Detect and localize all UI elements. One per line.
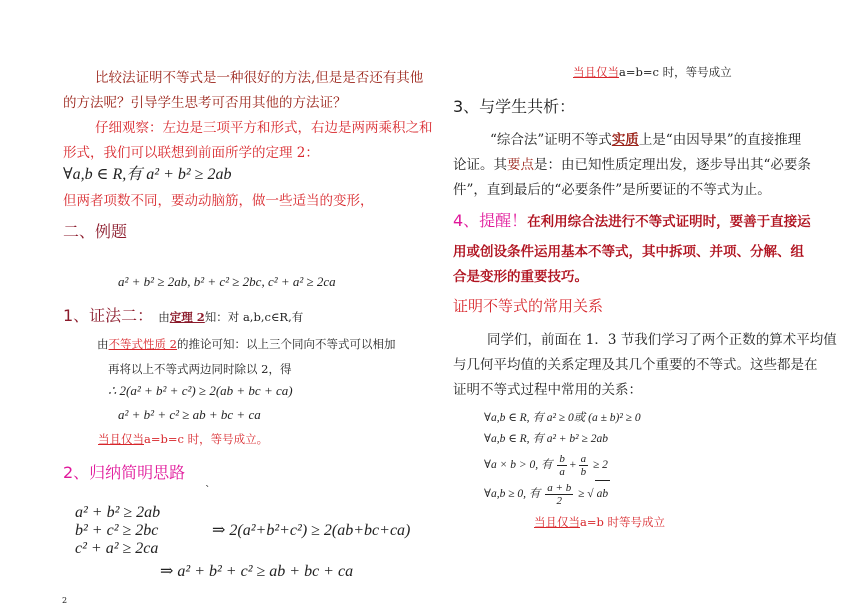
- system-line3: c² + a² ≥ 2ca: [75, 540, 159, 557]
- tip-line3: 合是变形的重要技巧。: [453, 269, 588, 285]
- analysis-b: 上是“由因导果”的直接推理: [638, 132, 802, 148]
- example-statement: a² + b² ≥ 2ab, b² + c² ≥ 2bc, c² + a² ≥ 2ca: [118, 274, 336, 289]
- sqrt-radicand: ab: [595, 480, 611, 507]
- proof-step2: 再将以上不等式两边同时除以 2，得: [108, 362, 292, 376]
- relation-4-suffix: ≥: [578, 488, 585, 500]
- analysis-line2-b: 是：由已知性质定理出发，逐步导出其“必要条: [534, 157, 811, 173]
- intro-paragraph-line1: 比较法证明不等式是一种很好的方法,但是是否还有其他: [95, 70, 424, 86]
- transform-hint: 但两者项数不同，要动动脑筋，做一些适当的变形，: [63, 193, 374, 209]
- proof-heading-row: [63, 303, 303, 326]
- final-result: ⇒ a² + b² + c² ≥ ab + bc + ca: [160, 563, 354, 580]
- relations-para-line1: 同学们，前面在 1．3 节我们学习了两个正数的算术平均值: [487, 332, 837, 348]
- right-top-equality-rest: a=b=c 时，等号成立: [619, 65, 732, 79]
- fraction-b-over-a: $\frac{b}{a}$: [559, 452, 565, 478]
- right-top-equality-link[interactable]: 当且仅当: [573, 65, 619, 79]
- analysis-line3: 件”，直到最后的“必要条件”是所要证的不等式为止。: [453, 182, 771, 198]
- tip-line1: [453, 208, 811, 231]
- analysis-line2-a: 论证。其: [453, 157, 507, 173]
- theorem-2-statement: [63, 161, 231, 184]
- proof-heading: 1、证法二：: [63, 306, 154, 325]
- proof-step3: ∴ 2(a² + b² + c²) ≥ 2(ab + bc + ca): [108, 383, 293, 398]
- analysis-line2: [453, 153, 811, 173]
- observation-line2: 形式，我们可以联想到前面所学的定理 2：: [63, 145, 319, 161]
- key-point-term: 要点: [507, 157, 534, 173]
- essence-link[interactable]: 实质: [611, 132, 639, 148]
- relation-4: [484, 480, 610, 507]
- tip-text1: 在利用综合法进行不等式证明时，要善于直接运: [527, 214, 811, 230]
- backtick-mark: ˋ: [205, 484, 211, 497]
- proof-intro-a: 由: [158, 310, 170, 324]
- sqrt-icon: √: [587, 488, 594, 500]
- equality-condition-ab: [534, 514, 665, 530]
- page-number: 2: [62, 596, 68, 605]
- relation-4-prefix: ∀a,b ≥ 0, 有: [484, 488, 541, 500]
- relation-3-suffix: ≥ 2: [592, 459, 608, 471]
- relations-para-line3: 证明不等式过程中常用的关系：: [453, 382, 642, 398]
- intro-paragraph-line2: 的方法呢？引导学生思考可否用其他的方法证？: [63, 95, 347, 111]
- proof-step4: a² + b² + c² ≥ ab + bc + ca: [118, 407, 261, 422]
- fraction-mean: $\frac{a + b}{2}$: [547, 481, 572, 507]
- observation-line1: 仔细观察：左边是三项平方和形式，右边是两两乘积之和: [95, 120, 433, 136]
- proof-step1-a: 由: [97, 337, 109, 351]
- relation-1: ∀a,b ∈ R, 有 a² ≥ 0或 (a ± b)² ≥ 0: [484, 412, 641, 424]
- equality-condition: [98, 431, 268, 447]
- section-title-examples: 二、例题: [63, 222, 128, 241]
- system-line2: b² + c² ≥ 2bc: [75, 522, 159, 539]
- theorem-prefix: ∀a,b ∈ R,有: [63, 166, 143, 183]
- summary-heading: 2、归纳简明思路: [63, 463, 186, 482]
- system-sum-result: ⇒ 2(a²+b²+c²) ≥ 2(ab+bc+ca): [212, 522, 411, 539]
- analysis-line1: [490, 128, 801, 148]
- system-line1: a² + b² ≥ 2ab: [75, 504, 161, 521]
- equality-condition-ab-link[interactable]: 当且仅当: [534, 515, 580, 529]
- proof-step1-b: 的推论可知：以上三个同向不等式可以相加: [176, 337, 396, 351]
- relation-3: ∀a × b > 0, 有 $\frac{b}{a}$ + $\frac{a}{b}$ ≥ 2: [484, 452, 608, 478]
- analysis-a: “综合法”证明不等式: [490, 132, 612, 148]
- relation-2: ∀a,b ∈ R, 有 a² + b² ≥ 2ab: [484, 433, 608, 445]
- right-top-equality: [573, 64, 732, 80]
- inequality-system: [75, 504, 160, 558]
- equality-condition-rest: a=b=c 时，等号成立。: [144, 432, 269, 446]
- tip-label: 4、提醒！: [453, 211, 528, 230]
- equality-condition-link[interactable]: 当且仅当: [98, 432, 144, 446]
- relations-para-line2: 与几何平均值的关系定理及其几个重要的不等式。这些都是在: [453, 357, 818, 373]
- section3-title: 3、与学生共析：: [453, 97, 576, 116]
- equality-condition-ab-rest: a=b 时等号成立: [580, 515, 666, 529]
- proof-intro-b: 知：对 a,b,c∈R,有: [204, 310, 304, 324]
- fraction-a-over-b: $\frac{a}{b}$: [580, 452, 587, 478]
- inequality-property-2-link[interactable]: 不等式性质 2: [108, 337, 177, 351]
- theorem-expression: a² + b² ≥ 2ab: [146, 166, 232, 183]
- relations-title: 证明不等式的常用关系: [453, 297, 604, 315]
- relation-3-prefix: ∀a × b > 0, 有: [484, 459, 553, 471]
- proof-step1: [97, 336, 395, 352]
- tip-line2: 用或创设条件运用基本不等式，其中拆项、并项、分解、组: [453, 244, 804, 260]
- theorem-2-link[interactable]: 定理 2: [169, 310, 205, 324]
